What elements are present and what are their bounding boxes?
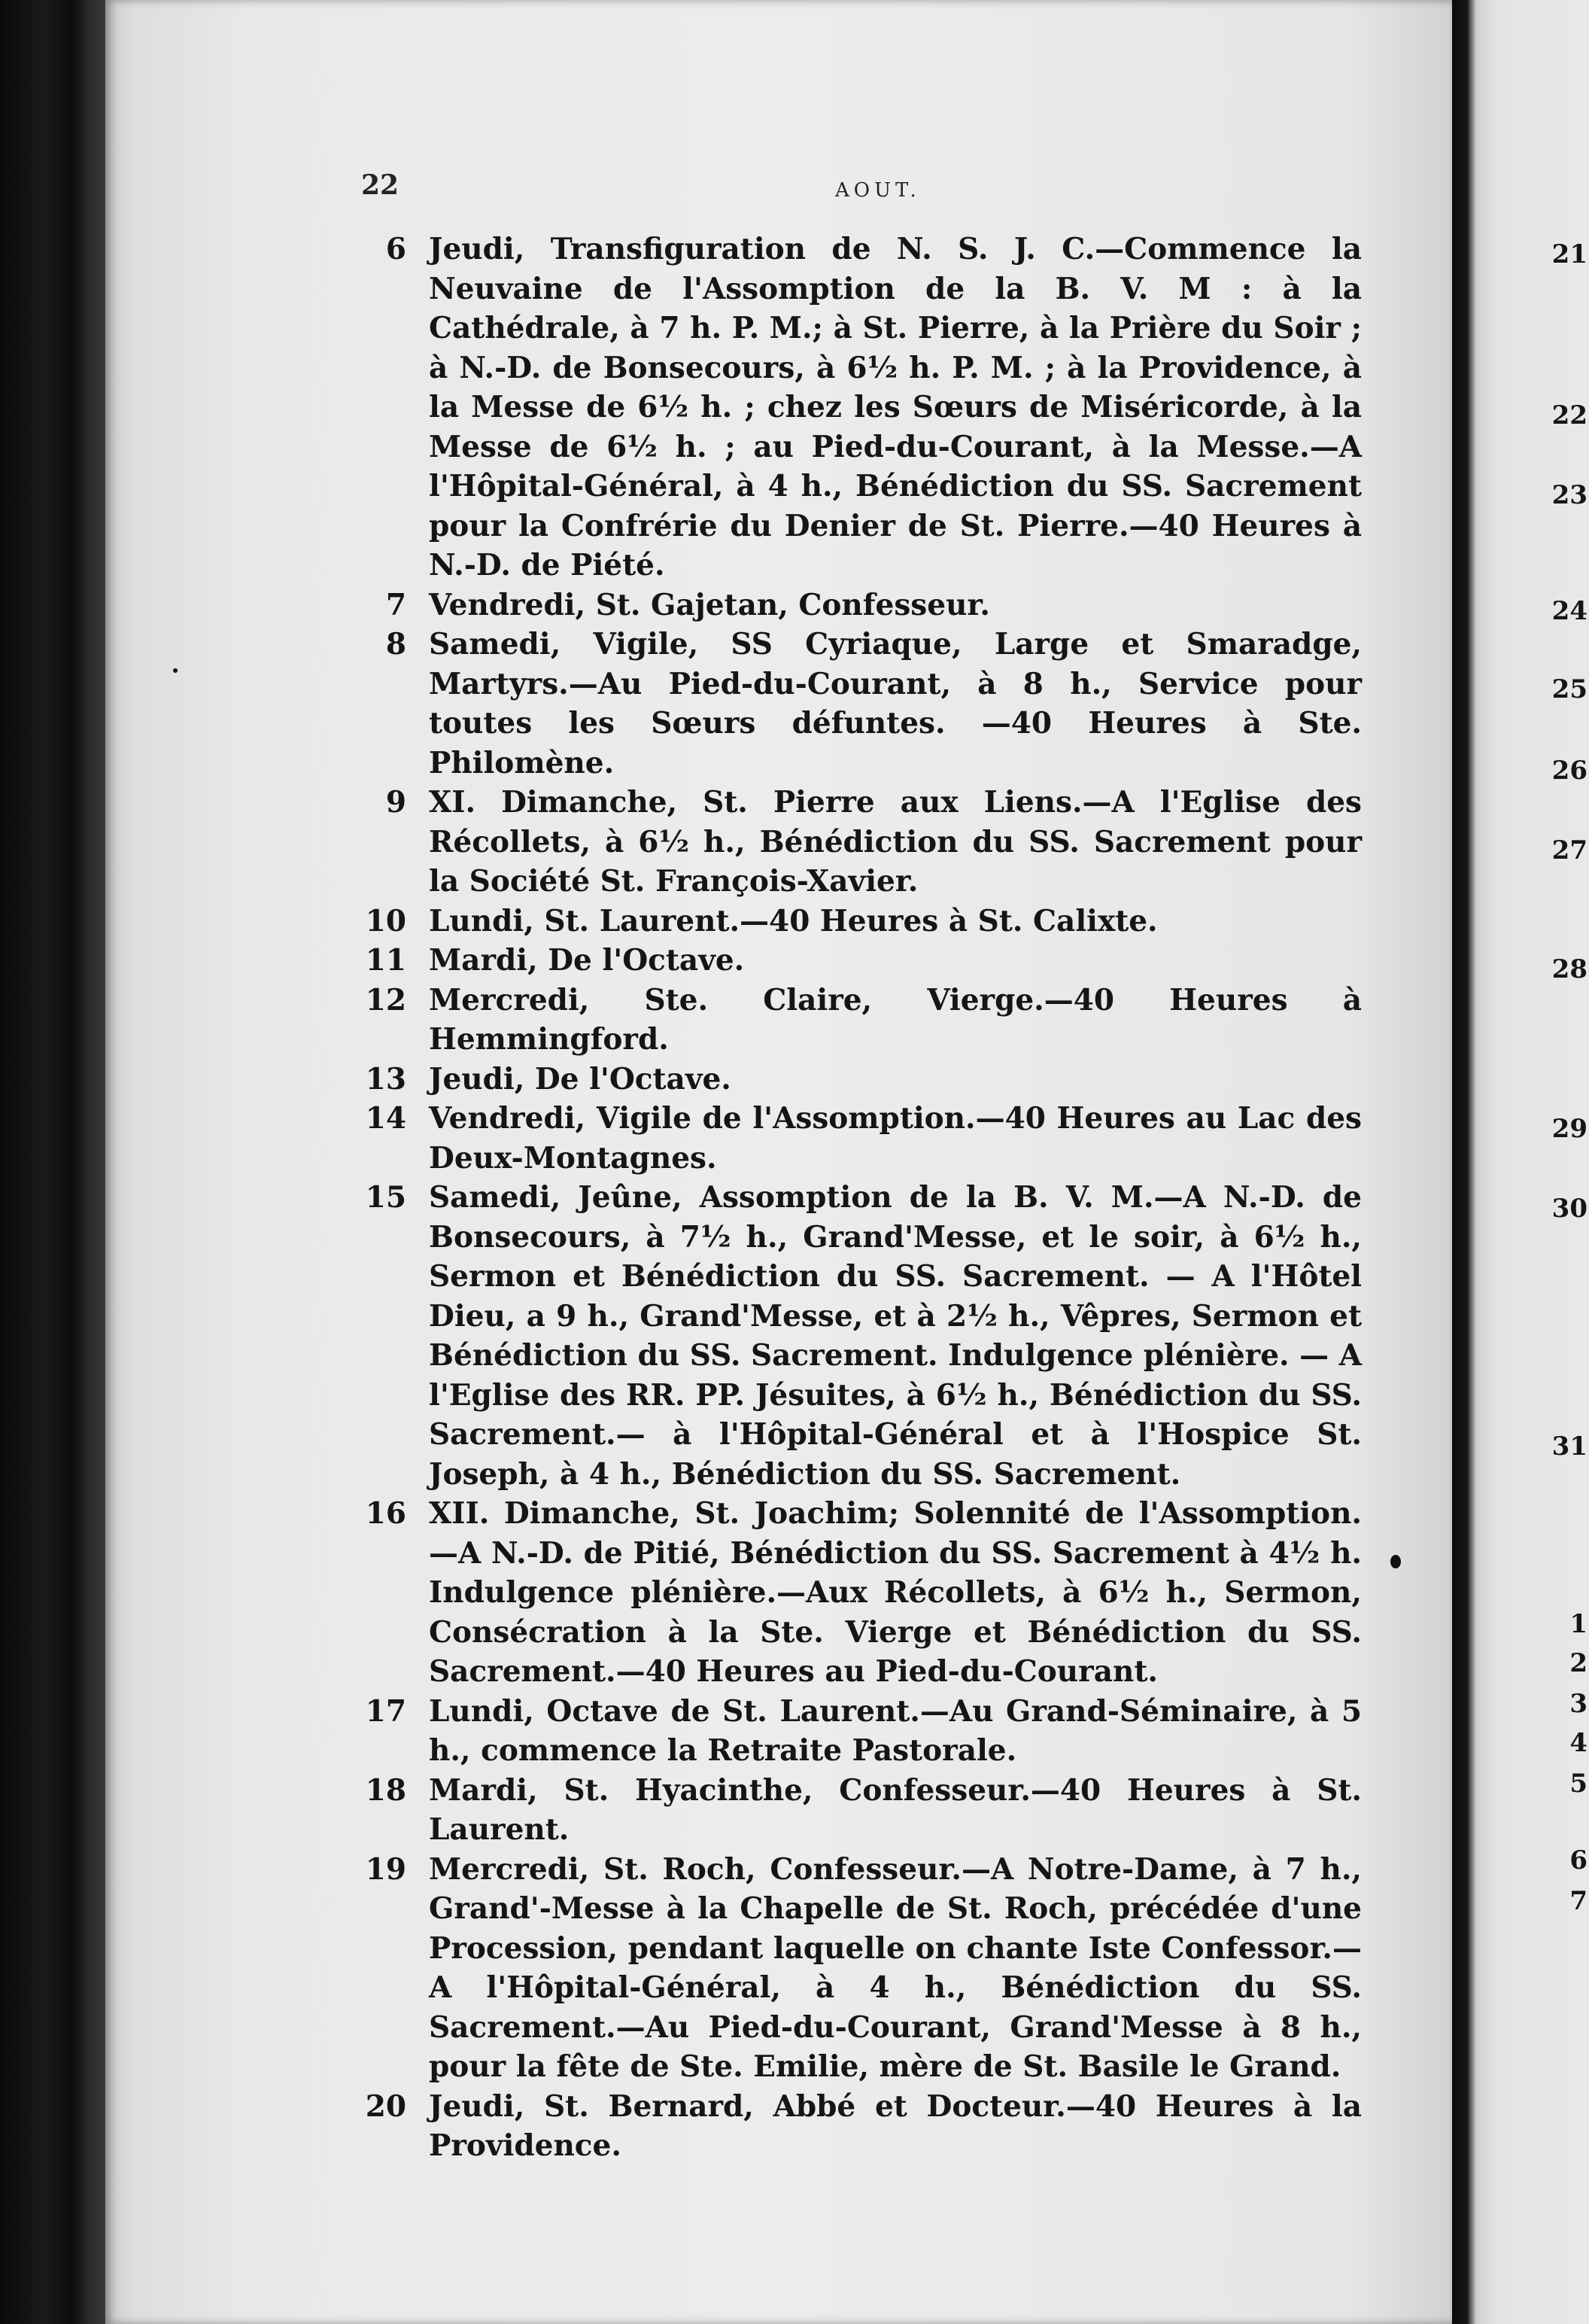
book-spine bbox=[0, 0, 105, 2324]
day-number: 14 bbox=[365, 1101, 406, 1136]
day-number: 15 bbox=[365, 1180, 406, 1215]
calendar-entry bbox=[354, 230, 1362, 586]
day-number: 6 bbox=[385, 232, 406, 266]
entry-text: XI. Dimanche, St. Pierre aux Liens.—A l'Eglise des Récollets, à 6½ h., Bénédiction du SS. Sacrement pour la Société St. François-Xavier. bbox=[429, 785, 1362, 899]
entry-text: Samedi, Jeûne, Assomption de la B. V. M.—A N.-D. de Bonsecours, à 7½ h., Grand'Messe, et le soir, à 6½ h., Sermon et Bénédiction du SS. Sacrement. — A l'Hôtel Dieu, a 9 h., Grand'Messe, et à 2½ h., Vêpres, Sermon et Bénédiction du SS. Sacrement. Indulgence plénière. — A l'Eglise des RR. PP. Jésuites, à 6½ h., Bénédiction du SS. Sacrement.— à l'Hôpital-Général et à l'Hospice St. Joseph, à 4 h., Bénédiction du SS. Sacrement. bbox=[429, 1180, 1362, 1492]
calendar-entry bbox=[354, 902, 1362, 941]
facing-page-number: 31 bbox=[1551, 1431, 1587, 1462]
calendar-entry bbox=[354, 1771, 1362, 1850]
calendar-entry bbox=[354, 2087, 1362, 2166]
ink-speck bbox=[173, 668, 178, 673]
entry-text: Mardi, St. Hyacinthe, Confesseur.—40 Heures à St. Laurent. bbox=[429, 1772, 1362, 1847]
facing-page-number: 27 bbox=[1551, 835, 1587, 865]
calendar-entry bbox=[354, 1178, 1362, 1494]
day-number: 19 bbox=[365, 1851, 406, 1887]
facing-page-number: 30 bbox=[1551, 1194, 1587, 1224]
entry-text: Vendredi, St. Gajetan, Confesseur. bbox=[429, 587, 990, 622]
facing-page-number: 6 bbox=[1569, 1845, 1587, 1875]
calendar-entry bbox=[354, 783, 1362, 902]
entry-text: Lundi, St. Laurent.—40 Heures à St. Calixte. bbox=[429, 903, 1158, 938]
entry-text: Mercredi, St. Roch, Confesseur.—A Notre-Dame, à 7 h., Grand'-Messe à la Chapelle de St. Roch, précédée d'une Procession, pendant laquelle on chante Iste Confessor.—A l'Hôpital-Général, à 4 h., Bénédiction du SS. Sacrement.—Au Pied-du-Courant, Grand'Messe à 8 h., pour la fête de Ste. Emilie, mère de St. Basile le Grand. bbox=[429, 1851, 1362, 2084]
entry-text: Jeudi, De l'Octave. bbox=[429, 1061, 731, 1097]
day-number: 18 bbox=[365, 1772, 406, 1808]
day-number: 10 bbox=[365, 903, 406, 938]
day-number: 16 bbox=[365, 1496, 406, 1531]
running-header-month: AOUT. bbox=[835, 179, 921, 202]
facing-page-number: 25 bbox=[1551, 674, 1587, 704]
facing-page-number: 22 bbox=[1551, 400, 1587, 430]
calendar-entry bbox=[354, 981, 1362, 1060]
day-number: 20 bbox=[365, 2088, 406, 2124]
facing-page-number: 24 bbox=[1551, 596, 1587, 626]
entry-text: Lundi, Octave de St. Laurent.—Au Grand-Séminaire, à 5 h., commence la Retraite Pastorale. bbox=[429, 1693, 1362, 1768]
facing-page-number: 26 bbox=[1551, 756, 1587, 786]
calendar-entry bbox=[354, 1850, 1362, 2087]
facing-page-number: 5 bbox=[1569, 1769, 1587, 1799]
calendar-entry bbox=[354, 1099, 1362, 1178]
facing-page-number: 4 bbox=[1569, 1728, 1587, 1758]
facing-page-number: 29 bbox=[1551, 1114, 1587, 1144]
facing-page-number: 28 bbox=[1551, 954, 1587, 984]
entry-text: Jeudi, Transfiguration de N. S. J. C.—Commence la Neuvaine de l'Assomption de la B. V. M : à la Cathédrale, à 7 h. P. M.; à St. Pierre, à la Prière du Soir ; à N.-D. de Bonsecours, à 6½ h. P. M. ; à la Providence, à la Messe de 6½ h. ; chez les Sœurs de Miséricorde, à la Messe de 6½ h. ; au Pied-du-Courant, à la Messe.—A l'Hôpital-Général, à 4 h., Bénédiction du SS. Sacrement pour la Confrérie du Denier de St. Pierre.—40 Heures à N.-D. de Piété. bbox=[429, 232, 1362, 583]
facing-page-number: 7 bbox=[1569, 1886, 1587, 1916]
day-number: 12 bbox=[365, 982, 406, 1018]
calendar-entry bbox=[354, 1060, 1362, 1100]
calendar-entry bbox=[354, 586, 1362, 625]
entry-text: Samedi, Vigile, SS Cyriaque, Large et Smaradge, Martyrs.—Au Pied-du-Courant, à 8 h., Service pour toutes les Sœurs défuntes. —40 Heures à Ste. Philomène. bbox=[429, 627, 1362, 780]
day-number: 11 bbox=[365, 943, 406, 978]
facing-page-number: 1 bbox=[1569, 1609, 1587, 1639]
calendar-entry bbox=[354, 625, 1362, 783]
entry-text: XII. Dimanche, St. Joachim; Solennité de l'Assomption.—A N.-D. de Pitié, Bénédiction du SS. Sacrement à 4½ h. Indulgence plénière.—Aux Récollets, à 6½ h., Sermon, Consécration à la Ste. Vierge et Bénédiction du SS. Sacrement.—40 Heures au Pied-du-Courant. bbox=[429, 1496, 1362, 1689]
entry-text: Vendredi, Vigile de l'Assomption.—40 Heures au Lac des Deux-Montagnes. bbox=[429, 1101, 1362, 1176]
facing-page-number: 3 bbox=[1569, 1689, 1587, 1719]
day-number: 9 bbox=[385, 785, 406, 820]
calendar-entries bbox=[354, 230, 1362, 2166]
page-number: 22 bbox=[361, 169, 400, 201]
day-number: 8 bbox=[385, 627, 406, 662]
entry-text: Jeudi, St. Bernard, Abbé et Docteur.—40 Heures à la Providence. bbox=[429, 2088, 1362, 2163]
calendar-entry bbox=[354, 941, 1362, 981]
entry-text: Mardi, De l'Octave. bbox=[429, 943, 745, 978]
ink-speck bbox=[1390, 1555, 1401, 1568]
facing-page-number: 23 bbox=[1551, 480, 1587, 510]
day-number: 13 bbox=[365, 1061, 406, 1097]
entry-text: Mercredi, Ste. Claire, Vierge.—40 Heures à Hemmingford. bbox=[429, 982, 1362, 1057]
day-number: 17 bbox=[365, 1693, 406, 1729]
day-number: 7 bbox=[385, 587, 406, 622]
calendar-entry bbox=[354, 1692, 1362, 1771]
calendar-entry bbox=[354, 1494, 1362, 1692]
facing-page-numbers bbox=[1535, 0, 1587, 2324]
facing-page-number: 2 bbox=[1569, 1648, 1587, 1678]
facing-page-number: 21 bbox=[1551, 239, 1587, 269]
